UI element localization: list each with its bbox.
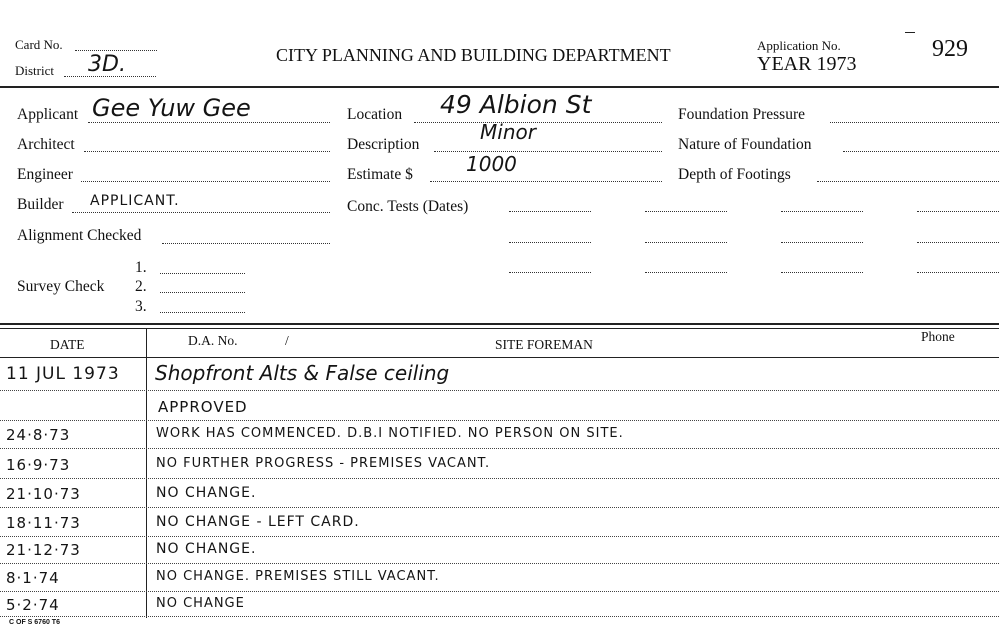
row-entry: APPROVED xyxy=(158,398,248,416)
description-value: Minor xyxy=(480,120,536,144)
foundation-pressure-field xyxy=(830,122,999,123)
row-entry: NO CHANGE. xyxy=(156,541,257,557)
estimate-label: Estimate $ xyxy=(347,166,413,183)
application-no-label: Application No. xyxy=(757,38,841,53)
row-rule xyxy=(0,390,999,391)
alignment-field xyxy=(162,243,330,244)
row-date: 8·1·74 xyxy=(6,569,60,587)
applicant-value: Gee Yuw Gee xyxy=(92,94,251,122)
row-entry: NO CHANGE. xyxy=(156,485,257,501)
location-value: 49 Albion St xyxy=(440,90,592,119)
conc-test-field xyxy=(781,211,863,212)
builder-field xyxy=(72,212,330,213)
conc-test-field xyxy=(509,211,591,212)
depth-footings-field xyxy=(817,181,999,182)
row-entry: NO CHANGE xyxy=(156,596,245,611)
header-divider xyxy=(0,86,999,88)
row-rule xyxy=(0,616,999,617)
conc-test-field xyxy=(781,272,863,273)
col-header-site-foreman: SITE FOREMAN xyxy=(495,337,593,352)
applicant-field xyxy=(88,122,330,123)
conc-test-field xyxy=(645,272,727,273)
row-date: 11 JUL 1973 xyxy=(6,364,120,384)
engineer-field xyxy=(81,181,330,182)
nature-foundation-label: Nature of Foundation xyxy=(678,136,812,153)
description-label: Description xyxy=(347,136,420,153)
row-date: 18·11·73 xyxy=(6,514,81,532)
row-rule xyxy=(0,507,999,508)
conc-test-field xyxy=(917,272,999,273)
conc-test-field xyxy=(645,242,727,243)
survey-num-3: 3. xyxy=(135,298,147,315)
header-row-rule xyxy=(0,357,999,358)
row-rule xyxy=(0,478,999,479)
row-rule xyxy=(0,420,999,421)
row-date: 16·9·73 xyxy=(6,456,71,474)
location-field xyxy=(414,122,662,123)
architect-field xyxy=(84,151,330,152)
row-rule xyxy=(0,536,999,537)
row-entry: Shopfront Alts & False ceiling xyxy=(155,361,450,385)
corner-mark xyxy=(905,32,915,33)
table-divider-top xyxy=(0,323,999,325)
col-header-slash: / xyxy=(285,333,289,348)
row-rule xyxy=(0,591,999,592)
row-rule xyxy=(0,563,999,564)
survey-num-2: 2. xyxy=(135,278,147,295)
applicant-label: Applicant xyxy=(17,106,79,123)
conc-test-field xyxy=(509,242,591,243)
conc-test-field xyxy=(917,211,999,212)
row-date: 5·2·74 xyxy=(6,596,60,614)
nature-foundation-field xyxy=(843,151,999,152)
foundation-pressure-label: Foundation Pressure xyxy=(678,106,806,123)
estimate-field xyxy=(430,181,662,182)
survey-field-2 xyxy=(160,292,245,293)
conc-test-field xyxy=(509,272,591,273)
table-divider-bottom xyxy=(0,328,999,329)
depth-footings-label: Depth of Footings xyxy=(678,166,791,183)
builder-value: APPLICANT. xyxy=(90,193,180,209)
conc-test-field xyxy=(781,242,863,243)
conc-test-field xyxy=(917,242,999,243)
col-header-phone: Phone xyxy=(921,329,955,344)
col-header-da-no: D.A. No. xyxy=(188,333,238,348)
row-date: 24·8·73 xyxy=(6,426,71,444)
row-rule xyxy=(0,448,999,449)
district-label: District xyxy=(15,63,54,78)
date-column-rule xyxy=(146,328,147,618)
survey-label: Survey Check xyxy=(17,278,105,295)
engineer-label: Engineer xyxy=(17,166,73,183)
card-no-label: Card No. xyxy=(15,37,63,52)
survey-num-1: 1. xyxy=(135,259,147,276)
estimate-value: 1000 xyxy=(466,152,517,176)
survey-field-1 xyxy=(160,273,245,274)
builder-label: Builder xyxy=(17,196,64,213)
row-date: 21·12·73 xyxy=(6,541,81,559)
row-entry: NO CHANGE - LEFT CARD. xyxy=(156,514,360,530)
survey-field-3 xyxy=(160,312,245,313)
district-value: 3D. xyxy=(88,52,126,77)
architect-label: Architect xyxy=(17,136,75,153)
conc-tests-label: Conc. Tests (Dates) xyxy=(347,198,469,215)
col-header-date: DATE xyxy=(50,337,85,352)
conc-test-field xyxy=(645,211,727,212)
location-label: Location xyxy=(347,106,403,123)
row-date: 21·10·73 xyxy=(6,485,81,503)
form-code: C OF S 6760 T6 xyxy=(9,619,60,626)
row-entry: NO CHANGE. PREMISES STILL VACANT. xyxy=(156,569,440,584)
alignment-label: Alignment Checked xyxy=(17,227,142,244)
application-number: 929 xyxy=(932,36,968,62)
card-no-field xyxy=(75,50,157,51)
row-entry: NO FURTHER PROGRESS - PREMISES VACANT. xyxy=(156,456,491,471)
row-entry: WORK HAS COMMENCED. D.B.I NOTIFIED. NO PERSON ON SITE. xyxy=(156,426,624,441)
department-title: CITY PLANNING AND BUILDING DEPARTMENT xyxy=(276,45,671,65)
year-label: YEAR 1973 xyxy=(757,53,857,75)
